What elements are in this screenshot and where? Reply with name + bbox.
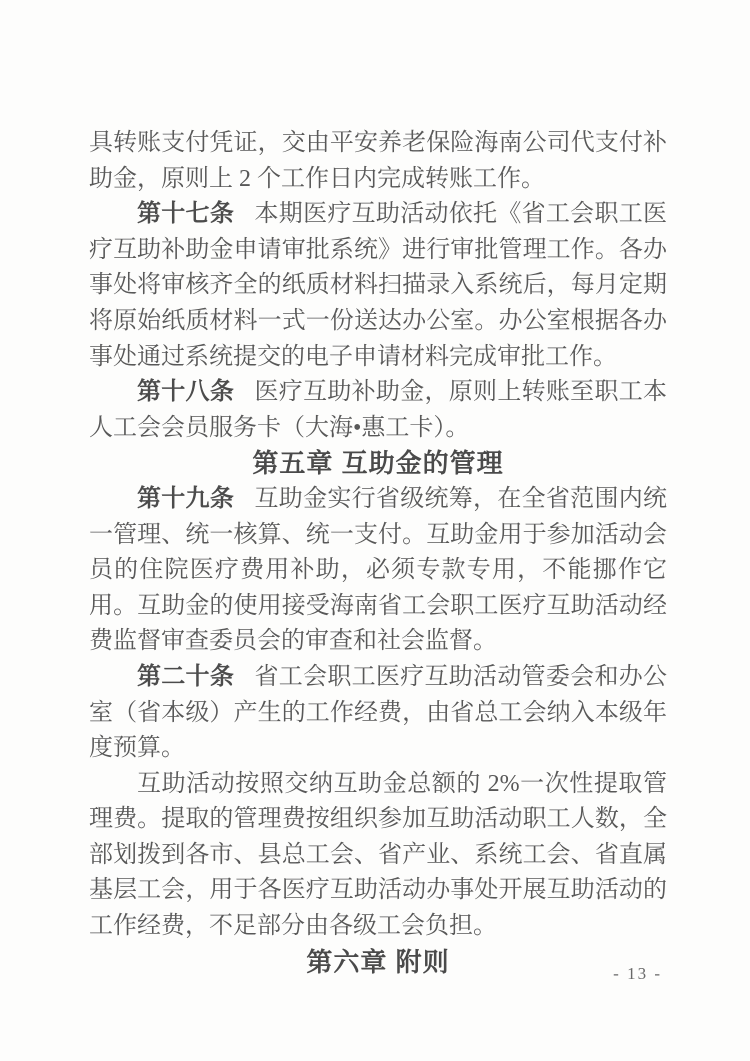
paragraph: 具转账支付凭证，交由平安养老保险海南公司代支付补助金，原则上 2 个工作日内完成转账工作。 [89, 130, 667, 192]
page-number: - 13 - [613, 964, 662, 983]
document-body [89, 126, 667, 980]
paragraph: 第十七条 本期医疗互助活动依托《省工会职工医疗互助补助金申请审批系统》进行审批管理工作。各办事处将审核齐全的纸质材料扫描录入系统后，每月定期将原始纸质材料一式一份送达办公室。办公室根据各办事处通过系统提交的电子申请材料完成审批工作。 [89, 201, 668, 370]
chapter-heading: 第五章 互助金的管理 [252, 448, 504, 479]
paragraph: 互助活动按照交纳互助金总额的 2%一次性提取管理费。提取的管理费按组织参加互助活动职工人数，全部划拨到各市、县总工会、省产业、系统工会、省直属基层工会，用于各医疗互助活动办事处开展互助活动的工作经费，不足部分由各级工会负担。 [89, 770, 667, 940]
article-number: 第二十条 [137, 663, 235, 690]
paragraph: 第十八条 医疗互助补助金，原则上转账至职工本人工会会员服务卡（大海•惠工卡）。 [89, 379, 668, 441]
article-number: 第十九条 [137, 485, 235, 512]
paragraph: 第二十条 省工会职工医疗互助活动管委会和办公室（省本级）产生的工作经费，由省总工会纳入本级年度预算。 [89, 663, 668, 762]
paragraph: 第十九条 互助金实行省级统筹，在全省范围内统一管理、统一核算、统一支付。互助金用于参加活动会员的住院医疗费用补助，必须专款专用，不能挪作它用。互助金的使用接受海南省工会职工医疗互助活动经费监督审查委员会的审查和社会监督。 [89, 485, 668, 655]
chapter-heading: 第六章 附则 [306, 946, 450, 977]
article-number: 第十八条 [137, 379, 235, 406]
article-number: 第十七条 [137, 201, 235, 228]
